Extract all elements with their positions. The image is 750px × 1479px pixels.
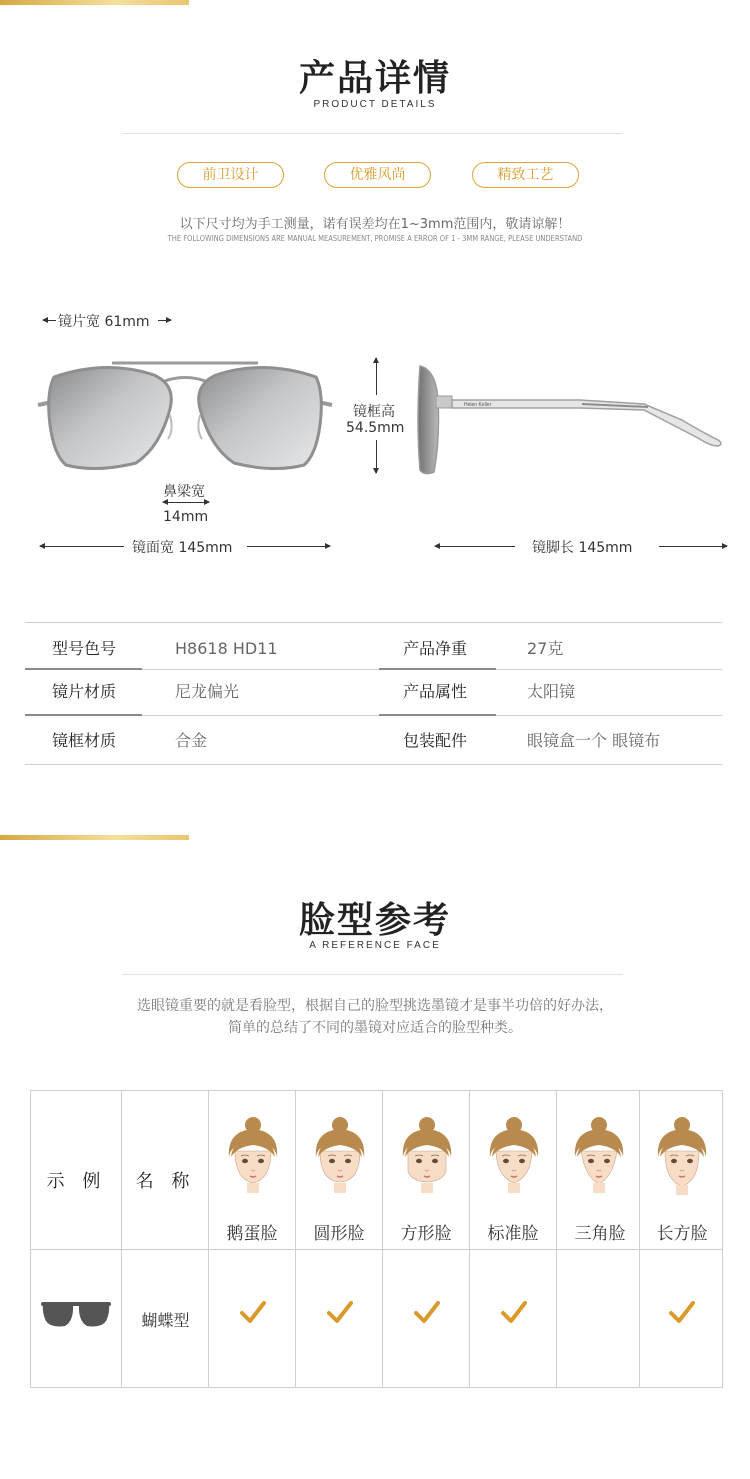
divider [379,714,496,716]
spec-key: 产品净重 [403,639,468,658]
divider [25,714,142,716]
measurement-note-en: THE FOLLOWING DIMENSIONS ARE MANUAL MEASUREMENT, PROMISE A ERROR OF 1 - 3MM RANGE, PLEASE UNDERSTAND [167,234,583,243]
bridge-width-value: 14mm [163,509,209,525]
feature-pill: 精致工艺 [472,162,579,188]
face-illustration [221,1099,285,1215]
section-title: 脸型参考 [298,899,451,941]
header-name: 名 称 [135,1171,196,1192]
divider [122,133,623,134]
gold-accent-bar [0,835,189,840]
face-type-label: 圆形脸 [313,1224,365,1244]
divider [142,715,379,716]
header-example: 示 例 [46,1171,107,1192]
glasses-front-view [36,355,336,480]
table-row [25,717,722,764]
dim-arrow [659,546,727,547]
gold-accent-bar [0,0,189,5]
check-icon [668,1299,696,1327]
spec-key: 镜片材质 [52,682,117,701]
dim-arrow [247,546,330,547]
dim-arrow [376,358,377,395]
face-desc-line: 简单的总结了不同的墨镜对应适合的脸型种类。 [228,1020,522,1036]
divider [31,1249,722,1250]
feature-pill: 优雅风尚 [324,162,431,188]
dim-arrow [163,502,209,503]
temple-length-label: 镜脚长 145mm [532,540,633,556]
dim-arrow [43,320,56,321]
divider [25,764,722,765]
section-subtitle: A REFERENCE FACE [309,940,441,951]
butterfly-sunglasses-icon [41,1299,111,1329]
face-width-label: 镜面宽 145mm [132,540,233,556]
style-name: 蝴蝶型 [141,1311,190,1330]
measurement-note: 以下尺寸均为手工测量，诺有误差均在1~3mm范围内，敬请谅解！ [179,217,571,232]
table-row [25,668,722,715]
spec-key: 包装配件 [403,731,468,750]
face-type-label: 鹅蛋脸 [226,1224,278,1244]
check-icon [500,1299,528,1327]
spec-key: 型号色号 [52,639,117,658]
check-icon [326,1299,354,1327]
frame-height-value: 54.5mm [346,420,405,436]
face-illustration [650,1099,714,1215]
lens-width-label: 镜片宽 61mm [58,314,150,330]
divider [122,974,623,975]
table-column [31,1091,122,1387]
face-illustration [567,1099,631,1215]
face-type-label: 三角脸 [574,1224,626,1244]
spec-value: 27克 [527,639,564,658]
frame-height-label: 镜框高 [353,404,395,420]
spec-key: 镜框材质 [52,731,117,750]
spec-value: 太阳镜 [527,682,576,701]
divider [25,622,722,623]
glasses-side-view [412,360,728,478]
face-type-label: 方形脸 [400,1224,452,1244]
divider [496,715,722,716]
dim-arrow [376,440,377,473]
face-table [30,1090,723,1388]
face-desc-line: 选眼镜重要的就是看脸型，根据自己的脸型挑选墨镜才是事半功倍的好办法， [137,998,613,1014]
table-column [122,1091,209,1387]
face-illustration [308,1099,372,1215]
feature-pill: 前卫设计 [177,162,284,188]
table-row [25,625,722,672]
check-icon [239,1299,267,1327]
face-illustration [395,1099,459,1215]
spec-value: 眼镜盒一个 眼镜布 [527,731,661,750]
section-subtitle: PRODUCT DETAILS [313,99,437,110]
dim-arrow [158,320,171,321]
face-type-label: 标准脸 [487,1224,539,1244]
spec-value: 尼龙偏光 [175,682,240,701]
spec-key: 产品属性 [403,682,468,701]
dim-arrow [40,546,124,547]
spec-value: H8618 HD11 [175,639,278,658]
spec-value: 合金 [175,731,208,750]
bridge-width-label: 鼻梁宽 [163,484,205,500]
temple-brand-text: Helen Keller [464,402,492,408]
face-illustration [482,1099,546,1215]
dim-arrow [435,546,515,547]
face-type-label: 长方脸 [656,1224,708,1244]
section-title: 产品详情 [298,57,451,99]
check-icon [413,1299,441,1327]
